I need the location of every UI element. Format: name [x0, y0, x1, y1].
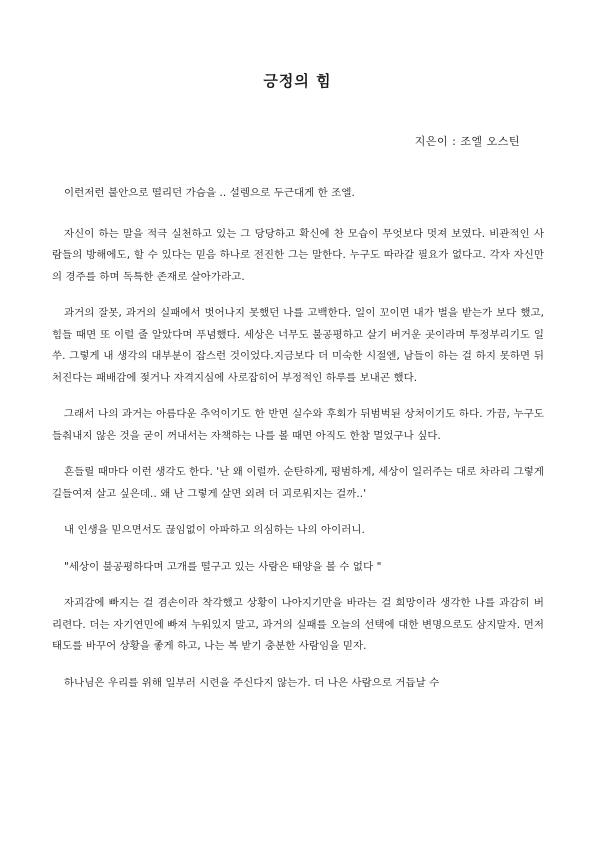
- paragraph: 그래서 나의 과거는 아름다운 추억이기도 한 반면 실수와 후회가 뒤범벅된 상처이기도 하다. 가끔, 누구도 들춰내지 않은 것을 굳이 꺼내서는 자책하는 나를 볼 때면 아직도 한참 멀었구나 싶다.: [52, 408, 544, 442]
- quote-paragraph: "세상이 불공평하다며 고개를 떨구고 있는 사람은 태양을 볼 수 없다 ": [64, 560, 382, 573]
- paragraph: 하나님은 우리를 위해 일부러 시련을 주신다지 않는가. 더 나은 사람으로 거듭날 수: [64, 676, 440, 689]
- paragraph: 흔들릴 때마다 이런 생각도 한다. '난 왜 이럴까. 순탄하게, 평범하게, 세상이 일러주는 대로 차라리 그렇게 길들여져 살고 싶은데.. 왜 난 그렇게 살면 외려 더 괴로워지는 걸까..': [52, 466, 544, 500]
- body-text: [52, 183, 544, 709]
- paragraph: 이런저런 불안으로 떨리던 가슴을 .. 설렘으로 두근대게 한 조엘.: [64, 187, 355, 199]
- paragraph: 자신이 하는 말을 적극 실천하고 있는 그 당당하고 확신에 찬 모습이 무엇보다 멋져 보였다. 비관적인 사람들의 방해에도, 할 수 있다는 믿음 하나로 전진한 그는 말한다. 누구도 따라갈 필요가 없다고. 각자 자신만의 경주를 하며 독특한 존재로 살아가라고.: [52, 227, 544, 283]
- paragraph: 내 인생을 믿으면서도 끊임없이 아파하고 의심하는 나의 아이러니.: [64, 524, 365, 536]
- author-line: 지은이 : 조엘 오스틴: [414, 135, 520, 148]
- paragraph: 과거의 잘못, 과거의 실패에서 벗어나지 못했던 나를 고백한다. 일이 꼬이면 내가 벌을 받는가 보다 했고, 힘들 때면 또 이럴 줄 알았다며 푸념했다. 세상은 너무도 불공평하고 살기 버거운 곳이라며 투정부리기도 일쑤. 그렇게 내 생각의 대부분이 잡스런 것이었다.지금보다 더 미숙한 시절엔, 남들이 하는 걸 하지 못하면 뒤처진다는 패배감에 젖거나 자격지심에 사로잡히어 부정적인 하루를 보내곤 했다.: [52, 307, 544, 384]
- paragraph: 자괴감에 빠지는 걸 겸손이라 착각했고 상황이 나아지기만을 바라는 걸 희망이라 생각한 나를 과감히 버리련다. 더는 자기연민에 빠져 누워있지 말고, 과거의 실패를 오늘의 선택에 대한 변명으로도 삼지말자. 먼저 태도를 바꾸어 상황을 좋게 하고, 나는 복 받기 충분한 사람임을 믿자.: [52, 597, 544, 652]
- document-title: 긍정의 힘: [263, 72, 332, 90]
